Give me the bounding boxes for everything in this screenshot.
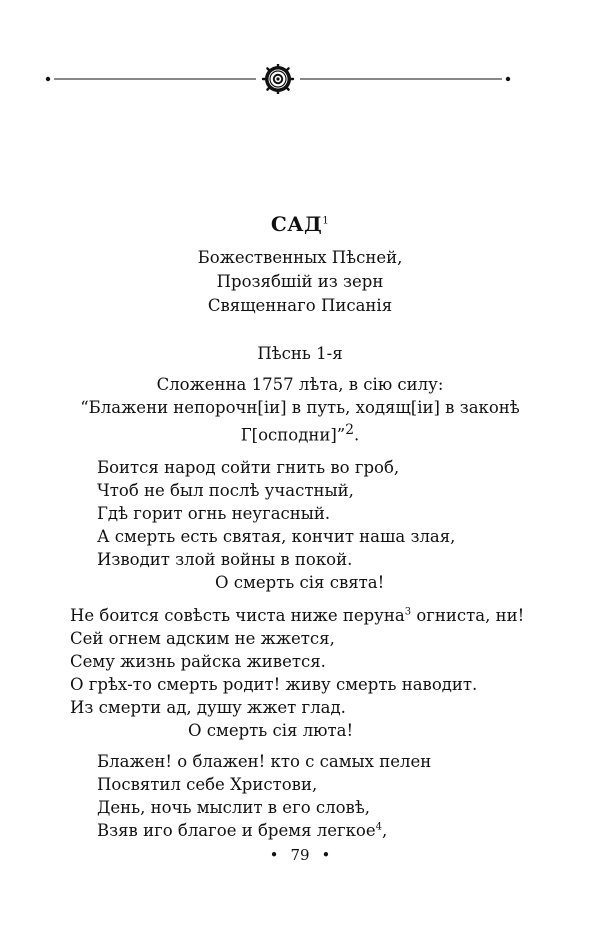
page-number: 79 — [290, 846, 310, 864]
stanza-1 — [97, 456, 455, 594]
verse-line: День, ночь мыслит в его словѣ, — [97, 798, 371, 817]
footnote-ref-1[interactable]: 1 — [322, 215, 330, 227]
book-title-text: САД — [270, 212, 323, 236]
verse-line: Боится народ сойти гнить во гроб, — [97, 458, 400, 477]
stanza-2 — [70, 604, 524, 742]
epigraph-text: Г[осподни]” — [240, 425, 346, 445]
bullet-icon: • — [321, 846, 331, 864]
verse-line: Сему жизнь райска живется. — [70, 652, 326, 671]
refrain-line: О смерть сія люта! — [188, 721, 354, 740]
verse-text: Взяв иго благое и бремя легкое — [97, 821, 376, 840]
footnote-ref-4[interactable]: 4 — [375, 821, 382, 833]
verse-line: Блажен! о блажен! кто с самых пелен — [97, 752, 432, 771]
footnote-ref-2[interactable]: 2 — [345, 422, 354, 438]
verse-line: Гдѣ горит огнь неугасный. — [97, 504, 331, 523]
verse-line: А смерть есть святая, кончит наша злая, — [97, 527, 456, 546]
verse-text: Не боится совѣсть чиста ниже перуна — [70, 606, 405, 625]
verse-line: Чтоб не был послѣ участный, — [97, 481, 354, 500]
subtitle-line: Божественных Пѣсней, — [197, 248, 403, 267]
verse-line: Сей огнем адским не жжется, — [70, 629, 335, 648]
book-subtitle — [0, 246, 600, 318]
page-footer — [0, 846, 600, 864]
verse-line — [70, 604, 524, 627]
sun-rosette-icon — [263, 64, 293, 94]
subtitle-line: Священнаго Писанія — [207, 296, 393, 315]
epigraph-line-last — [66, 419, 534, 447]
ornament-dot-left — [46, 77, 50, 81]
bullet-icon: • — [269, 846, 279, 864]
ornament-dot-right — [506, 77, 510, 81]
verse-text: , — [382, 821, 388, 840]
header-ornament — [44, 64, 512, 94]
epigraph-period: . — [354, 425, 360, 445]
epigraph-line: Сложенна 1757 лѣта, в сію силу: — [156, 375, 444, 394]
verse-text: огниста, ни! — [411, 606, 525, 625]
epigraph — [66, 373, 534, 447]
footnote-ref-3[interactable]: 3 — [404, 606, 412, 618]
refrain-line: О смерть сія свята! — [215, 573, 385, 592]
verse-line: Из смерти ад, душу жжет глад. — [70, 698, 346, 717]
book-title — [0, 212, 600, 236]
verse-line: Посвятил себе Христови, — [97, 775, 318, 794]
stanza-3 — [97, 750, 431, 842]
epigraph-line: “Блажени непорочн[іи] в путь, ходящ[іи] в законѣ — [80, 398, 520, 417]
subtitle-line: Прозябшій из зерн — [216, 272, 384, 291]
song-title: Пѣснь 1-я — [257, 344, 343, 363]
verse-line: Изводит злой войны в покой. — [97, 550, 353, 569]
verse-line: О грѣх-то смерть родит! живу смерть наводит. — [70, 675, 478, 694]
verse-line — [97, 819, 431, 842]
